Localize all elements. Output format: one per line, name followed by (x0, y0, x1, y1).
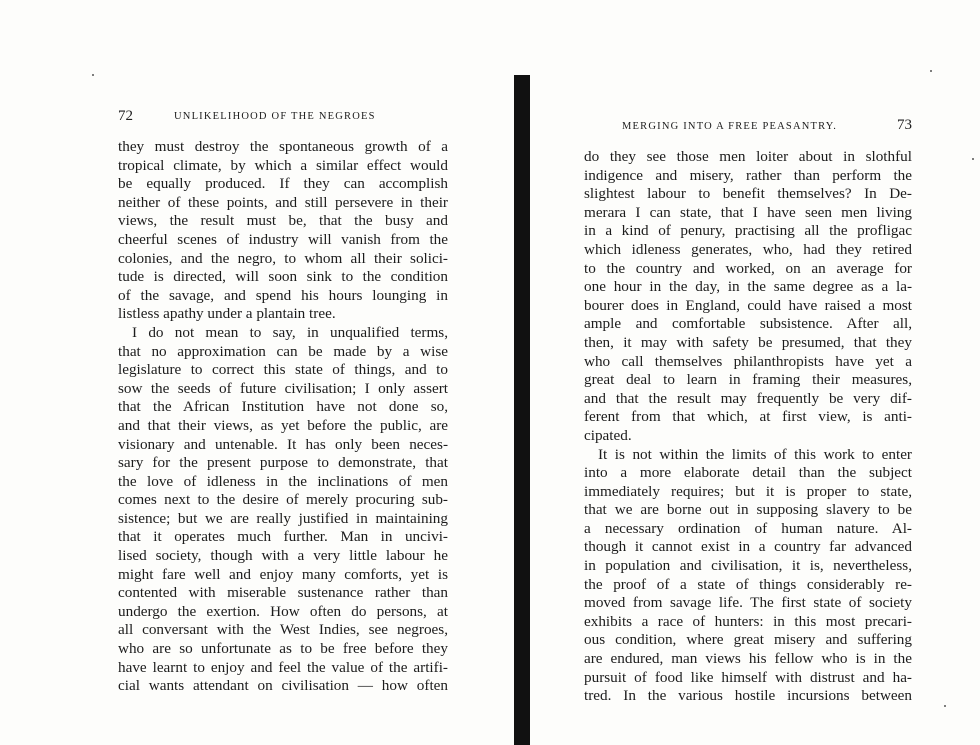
text-line: do they see those men loiter about in slothful (584, 148, 912, 165)
paper-speck (972, 158, 974, 160)
paper-speck (92, 74, 94, 76)
text-line: tropical climate, by which a similar effect would (118, 156, 448, 174)
text-line: ferent from that which, at first view, is anti- (584, 408, 912, 426)
text-line: tude is directed, will soon sink to the condition (118, 268, 448, 286)
text-line: and that their views, as yet before the public, are (118, 416, 448, 434)
text-line: who are so unfortunate as to be free before they (118, 640, 448, 658)
text-line: lised society, though with a very little labour he (118, 547, 448, 565)
right-page-header (584, 108, 912, 138)
text-line: a necessary ordination of human nature. Al- (584, 519, 912, 537)
right-page-number: 73 (897, 117, 912, 133)
text-line: that we are borne out in supposing slavery to be (584, 501, 912, 519)
text-line: might fare well and enjoy many comforts, yet is (118, 565, 448, 583)
right-page (584, 108, 912, 706)
left-page (118, 108, 448, 696)
paper-speck (930, 70, 932, 72)
left-page-header (118, 108, 448, 138)
text-line: neither of these points, and still persevere in their (118, 193, 448, 211)
left-running-title: UNLIKELIHOOD OF THE NEGROES (174, 111, 376, 122)
text-line: which idleness generates, who, had they retired (584, 240, 912, 258)
left-page-number: 72 (118, 108, 133, 124)
left-page-text (118, 138, 448, 696)
text-line: are endured, man views his fellow who is in the (584, 650, 912, 668)
text-line: sary for the present purpose to demonstrate, that (118, 454, 448, 472)
text-line: and that the result may frequently be very dif- (584, 389, 912, 407)
text-line: into a more elaborate detail than the subject (584, 464, 912, 482)
text-line: one hour in the day, in the same degree as a la- (584, 278, 912, 296)
text-line: that no approximation can be made by a wise (118, 342, 448, 360)
text-line: cheerful scenes of industry will vanish from the (118, 230, 448, 248)
right-running-title: MERGING INTO A FREE PEASANTRY. (622, 121, 838, 132)
text-line: exhibits a race of hunters: in this most precari- (584, 612, 912, 630)
text-line: listless apathy under a plantain tree. (118, 305, 336, 323)
text-line: cial wants attendant on civilisation — how often (118, 677, 448, 695)
text-line: in a kind of penury, practising all the profligac (584, 222, 912, 240)
text-line: great deal to learn in framing their measures, (584, 371, 912, 389)
text-line: that the African Institution have not done so, (118, 398, 448, 416)
text-line: though it cannot exist in a country far advanced (584, 538, 912, 556)
text-line: who call themselves philanthropists have yet a (584, 352, 912, 370)
text-line: indigence and misery, rather than perform the (584, 166, 912, 184)
text-line: sistence; but we are really justified in maintaining (118, 509, 448, 527)
text-line: bourer does in England, could have raised a most (584, 296, 912, 314)
text-line: pursuit of food like himself with distrust and ha- (584, 668, 912, 686)
text-line: views, the result must be, that the busy and (118, 212, 448, 230)
text-line: comes next to the desire of merely procuring sub- (118, 491, 448, 509)
text-line: slightest labour to benefit themselves? In De- (584, 185, 912, 203)
paper-speck (944, 705, 946, 707)
text-line: legislature to correct this state of things, and to (118, 361, 448, 379)
text-line: undergo the exertion. How often do persons, at (118, 602, 448, 620)
text-line: merara I can state, that I have seen men living (584, 203, 912, 221)
text-line: be equally produced. If they can accomplish (118, 175, 448, 193)
text-line: the love of idleness in the inclinations of men (118, 472, 448, 490)
text-line: to the country and worked, on an average for (584, 259, 912, 277)
text-line: ample and comfortable subsistence. After all, (584, 315, 912, 333)
text-line: all conversant with the West Indies, see negroes, (118, 621, 448, 639)
text-line: sow the seeds of future civilisation; I only assert (118, 379, 448, 397)
text-line: It is not within the limits of this work to enter (598, 445, 912, 463)
book-gutter (514, 75, 530, 745)
text-line: they must destroy the spontaneous growth of a (118, 138, 448, 155)
text-line: in population and civilisation, it is, nevertheless, (584, 557, 912, 575)
text-line: have learnt to enjoy and feel the value of the artifi- (118, 658, 448, 676)
text-line: the proof of a state of things considerably re- (584, 575, 912, 593)
text-line: that it operates much further. Man in uncivi- (118, 528, 448, 546)
text-line: immediately requires; but it is proper to state, (584, 482, 912, 500)
text-line: moved from savage life. The first state of society (584, 594, 912, 612)
text-line: then, it may with safety be presumed, that they (584, 333, 912, 351)
text-line: tred. In the various hostile incursions between (584, 687, 912, 705)
text-line: I do not mean to say, in unqualified terms, (132, 323, 448, 341)
text-line: colonies, and the negro, to whom all their solici- (118, 249, 448, 267)
text-line: of the savage, and spend his hours lounging in (118, 286, 448, 304)
text-line: contented with miserable sustenance rather than (118, 584, 448, 602)
text-line: cipated. (584, 426, 632, 444)
text-line: ous condition, where great misery and suffering (584, 631, 912, 649)
right-page-text (584, 148, 912, 706)
text-line: visionary and untenable. It has only been neces- (118, 435, 448, 453)
